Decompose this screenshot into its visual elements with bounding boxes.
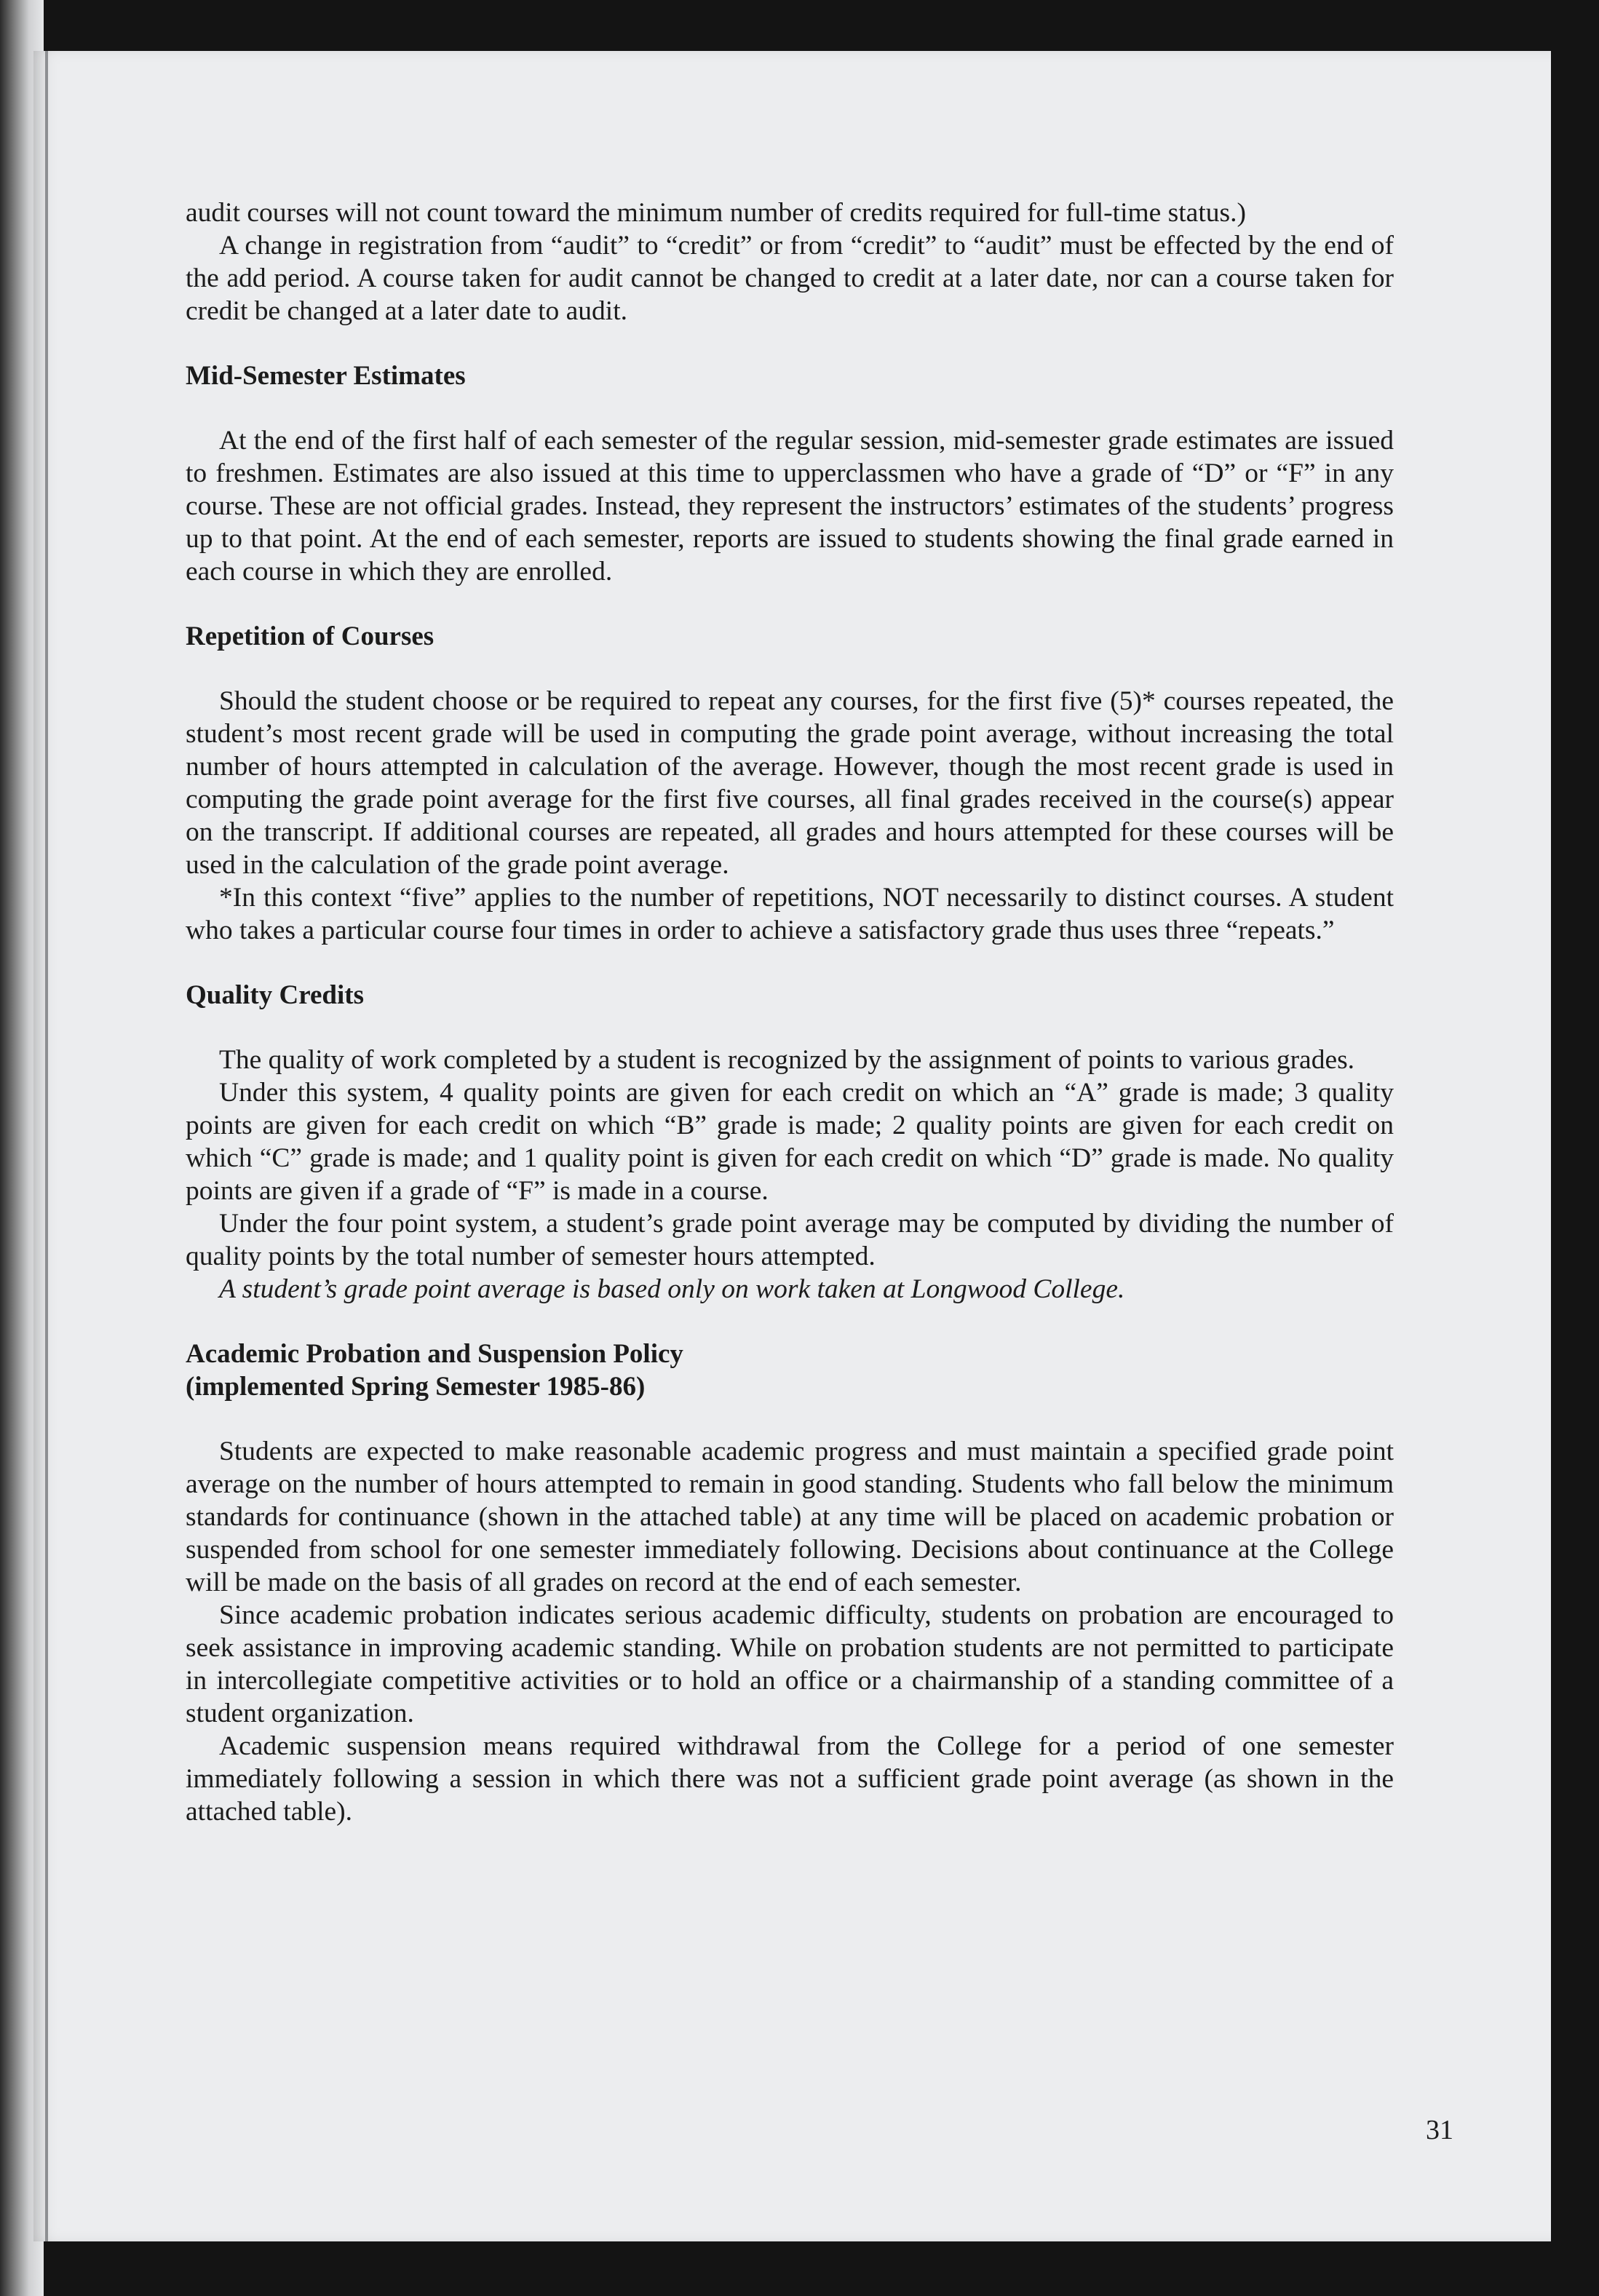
- continuation-paragraph: audit courses will not count toward the minimum number of credits required for full-time status.): [186, 198, 1246, 228]
- heading-mid-semester-estimates: Mid-Semester Estimates: [186, 361, 466, 391]
- quality-credits-paragraph-1: The quality of work completed by a student is recognized by the assignment of points to various grades.: [219, 1045, 1355, 1075]
- heading-academic-probation-line1: Academic Probation and Suspension Policy: [186, 1339, 683, 1369]
- page-number: 31: [1426, 2115, 1453, 2145]
- heading-academic-probation: [186, 1338, 1394, 1403]
- page-body: [186, 196, 1394, 1828]
- quality-credits-paragraph-2: Under this system, 4 quality points are given for each credit on which an “A” grade is made; 3 quality points are given for each credit on which “B” grade is made; 2 quality points are given for each credit on which “C” grade is made; and 1 quality point is given for each credit on which “D” grade is made. No quality points are given if a grade of “F” is made in a course.: [186, 1078, 1394, 1206]
- probation-paragraph-3: Academic suspension means required withdrawal from the College for a period of one semester immediately following a session in which there was not a sufficient grade point average (as shown in the attached table).: [186, 1731, 1394, 1827]
- audit-change-paragraph: A change in registration from “audit” to “credit” or from “credit” to “audit” must be effected by the end of the add period. A course taken for audit cannot be changed to credit at a later date, nor can a course taken for credit be changed at a later date to audit.: [186, 231, 1394, 326]
- repetition-paragraph: Should the student choose or be required to repeat any courses, for the first five (5)* courses repeated, the student’s most recent grade will be used in computing the grade point average, without increasing the total number of hours attempted in calculation of the average. However, though the most recent grade is used in computing the grade point average for the first five courses, all final grades received in the course(s) appear on the transcript. If additional courses are repeated, all grades and hours attempted for these courses will be used in the calculation of the grade point average.: [186, 686, 1394, 880]
- mid-semester-paragraph: At the end of the first half of each semester of the regular session, mid-semester grade estimates are issued to freshmen. Estimates are also issued at this time to upperclassmen who have a grade of “D” or “F” in any course. These are not official grades. Instead, they represent the instructors’ estimates of the students’ progress up to that point. At the end of each semester, reports are issued to students showing the final grade earned in each course in which they are enrolled.: [186, 426, 1394, 587]
- gpa-italic-note: A student’s grade point average is based only on work taken at Longwood College.: [219, 1274, 1125, 1304]
- page-gutter: [45, 51, 48, 2241]
- heading-repetition-of-courses: Repetition of Courses: [186, 621, 435, 651]
- repetition-footnote: *In this context “five” applies to the number of repetitions, NOT necessarily to distinct courses. A student who takes a particular course four times in order to achieve a satisfactory grade thus uses three “repeats.”: [186, 883, 1394, 945]
- heading-academic-probation-line2: (implemented Spring Semester 1985-86): [186, 1372, 646, 1402]
- probation-paragraph-1: Students are expected to make reasonable academic progress and must maintain a specified grade point average on the number of hours attempted to remain in good standing. Students who fall below the minimum standards for continuance (shown in the attached table) at any time will be placed on academic probation or suspended from school for one semester immediately following. Decisions about continuance at the College will be made on the basis of all grades on record at the end of each semester.: [186, 1437, 1394, 1597]
- probation-paragraph-2: Since academic probation indicates serious academic difficulty, students on probation are encouraged to seek assistance in improving academic standing. While on probation students are not permitted to participate in intercollegiate competitive activities or to hold an office or a chairmanship of a standing committee of a student organization.: [186, 1600, 1394, 1728]
- quality-credits-paragraph-3: Under the four point system, a student’s grade point average may be computed by dividing the number of quality points by the total number of semester hours attempted.: [186, 1209, 1394, 1271]
- heading-quality-credits: Quality Credits: [186, 980, 364, 1010]
